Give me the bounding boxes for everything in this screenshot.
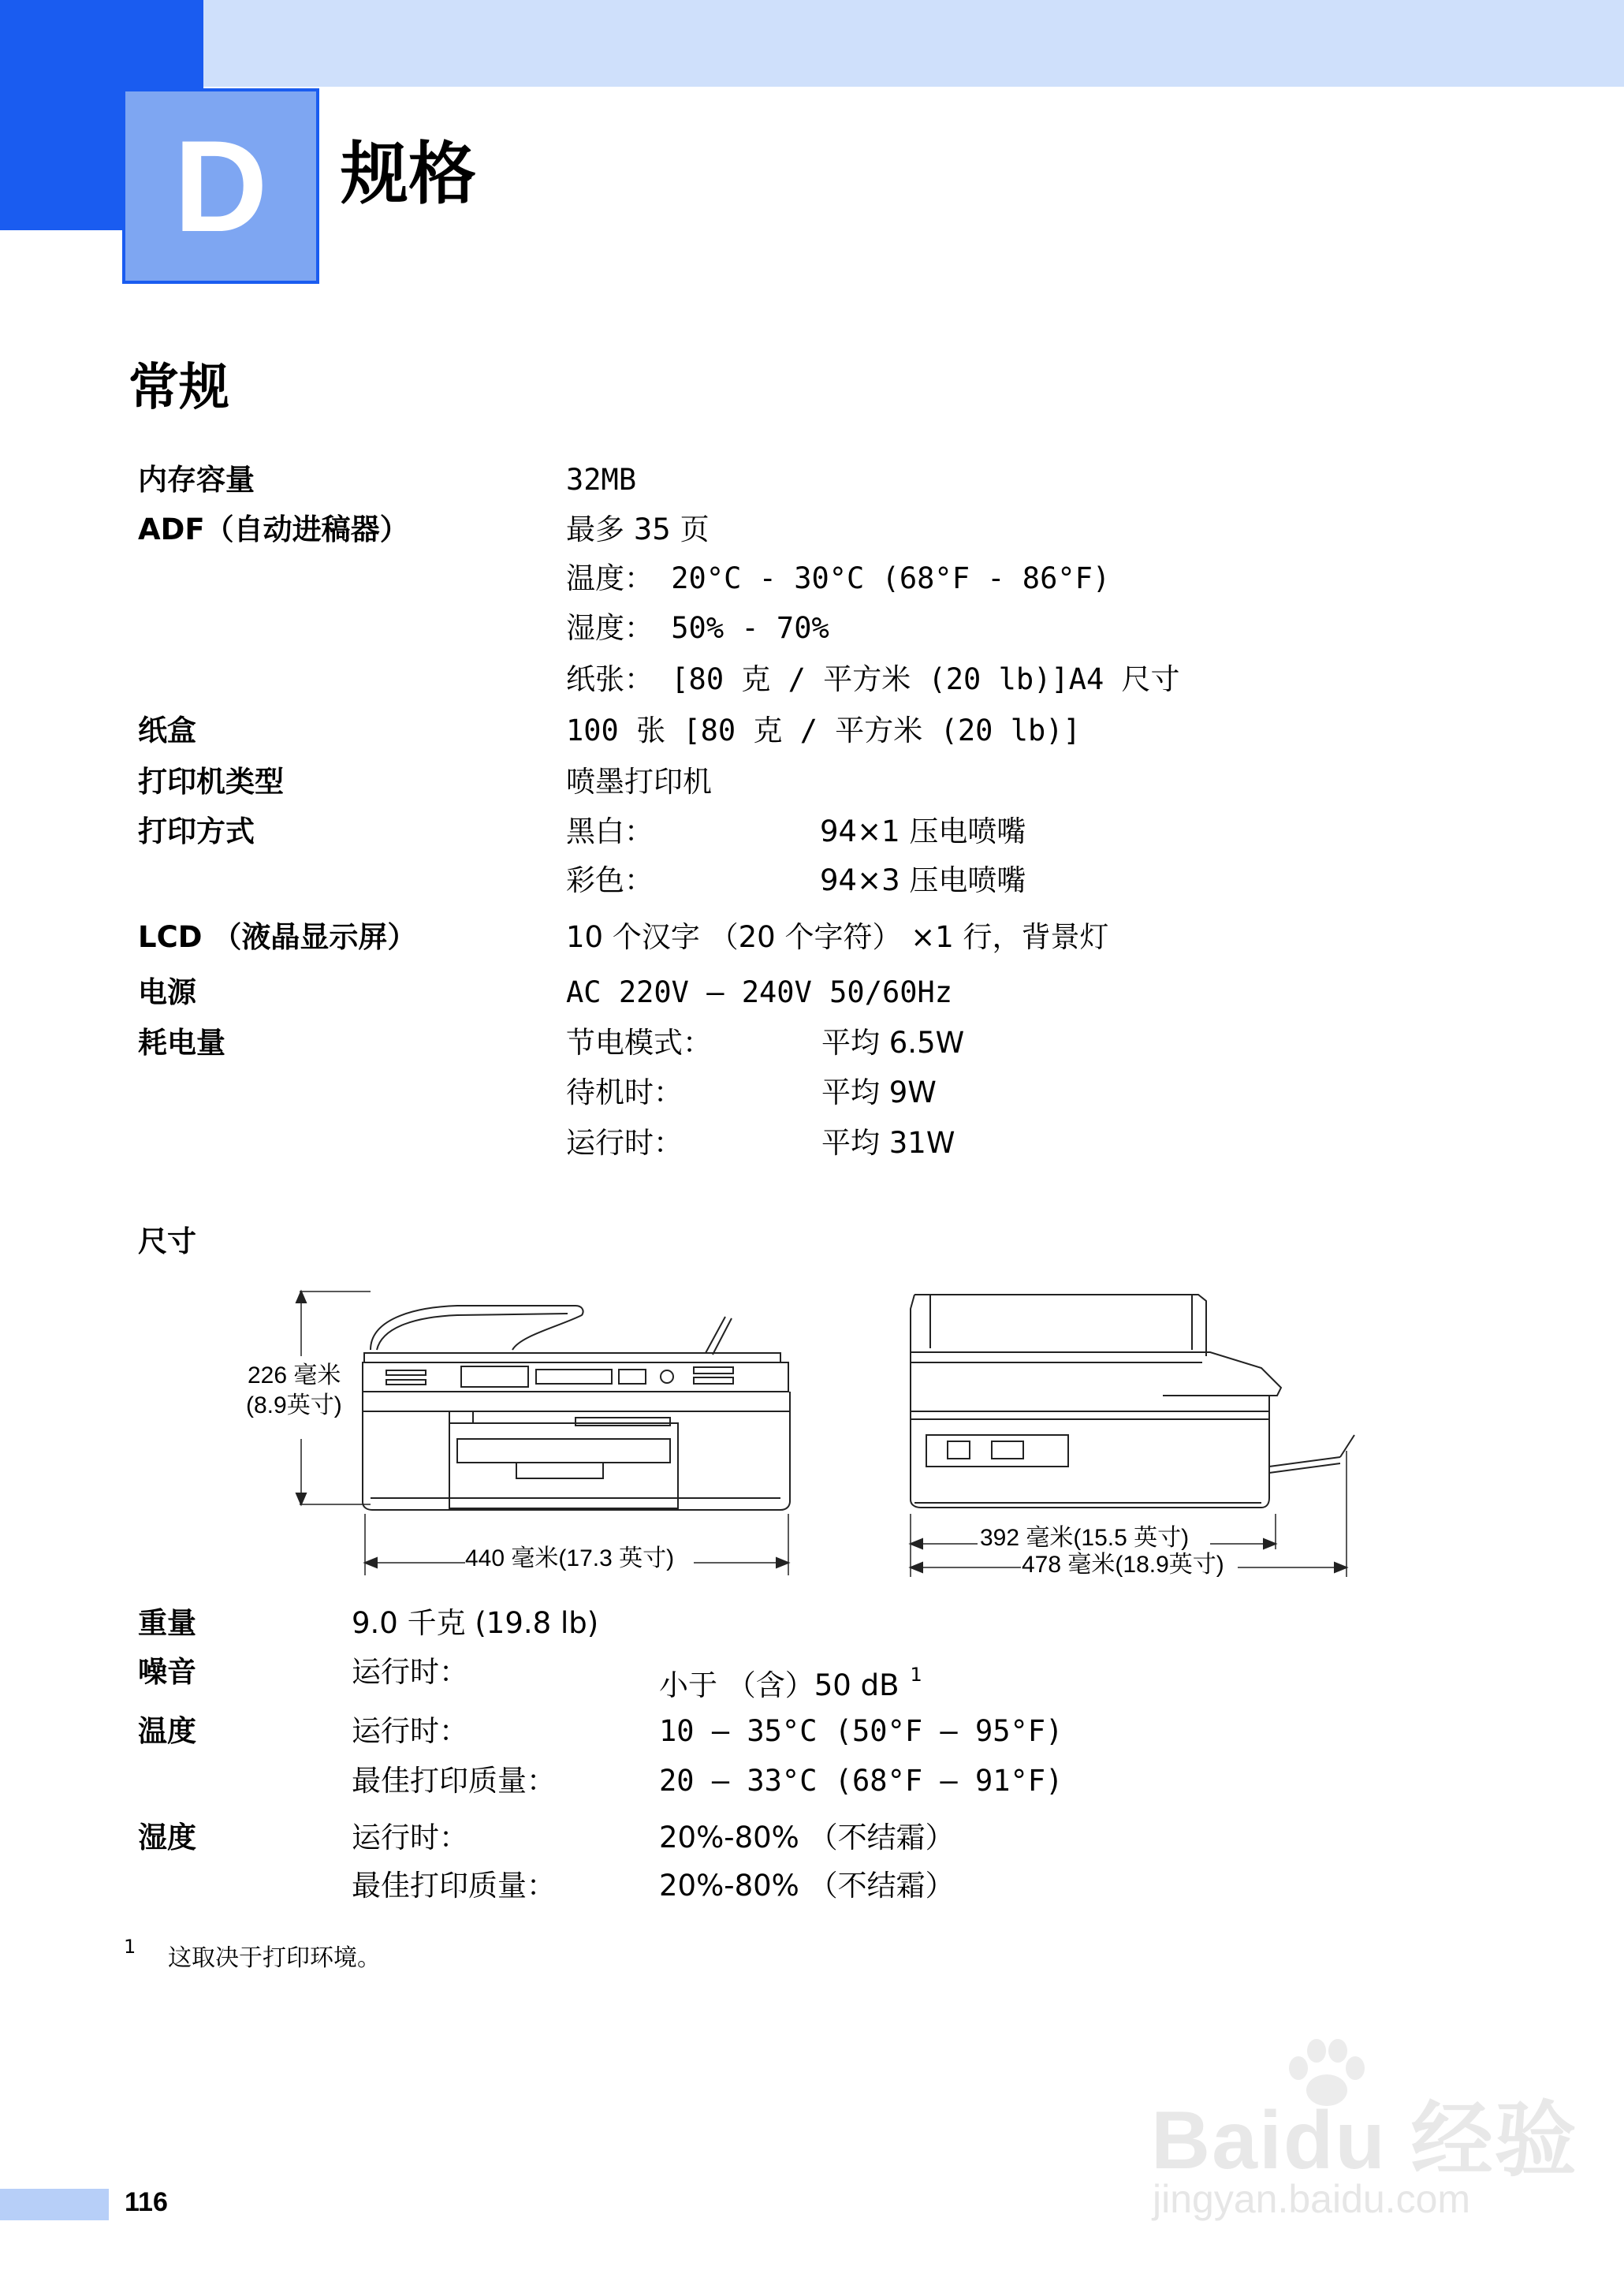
lcd-label: LCD （液晶显示屏）: [138, 920, 417, 954]
adf-label: ADF（自动进稿器）: [138, 512, 409, 546]
footnote-ref: 1: [910, 1664, 922, 1686]
adf-line: 纸张： [80 克 / 平方米 (20 lb)]A4 尺寸: [566, 662, 1180, 696]
memory-label: 内存容量: [138, 463, 255, 497]
temperature-value: 20 — 33°C (68°F — 91°F): [659, 1764, 1063, 1798]
depth-open: 478 毫米(18.9英寸): [1022, 1552, 1224, 1578]
adf-line: 最多 35 页: [566, 512, 710, 546]
chapter-letter: D: [173, 113, 268, 259]
print-method-key: 彩色：: [566, 863, 654, 897]
print-method-value: 94×1 压电喷嘴: [820, 814, 1026, 848]
page-number: 116: [125, 2187, 168, 2217]
chapter-title: 规格: [341, 135, 476, 214]
humidity-key: 最佳打印质量：: [352, 1869, 556, 1903]
footnote-text: 这取决于打印环境。: [168, 1944, 381, 1972]
consumption-key: 待机时：: [566, 1075, 683, 1109]
humidity-value: 20%-80% （不结霜）: [659, 1869, 955, 1903]
consumption-value: 平均 6.5W: [821, 1026, 965, 1060]
humidity-value: 20%-80% （不结霜）: [659, 1821, 955, 1854]
adf-line: 湿度： 50% - 70%: [566, 611, 829, 645]
adf-line: 温度： 20°C - 30°C (68°F - 86°F): [566, 561, 1111, 595]
weight-value: 9.0 千克 (19.8 lb): [352, 1606, 599, 1640]
noise-key: 运行时：: [352, 1655, 468, 1689]
print-method-key: 黑白：: [566, 814, 654, 848]
noise-value-text: 小于 （含）50 dB: [659, 1668, 900, 1702]
section-title: 常规: [129, 359, 229, 417]
temperature-label: 温度: [138, 1714, 196, 1748]
chapter-badge: [122, 88, 319, 284]
header-band: [0, 0, 1624, 87]
power-label: 电源: [138, 975, 196, 1009]
weight-label: 重量: [138, 1606, 196, 1640]
watermark-url: jingyan.baidu.com: [1153, 2177, 1471, 2221]
noise-label: 噪音: [138, 1655, 196, 1689]
consumption-value: 平均 31W: [821, 1126, 955, 1160]
consumption-value: 平均 9W: [821, 1075, 937, 1109]
memory-value: 32MB: [566, 463, 637, 497]
noise-value: [659, 1665, 922, 1700]
consumption-label: 耗电量: [138, 1026, 225, 1060]
tray-value: 100 张 [80 克 / 平方米 (20 lb)]: [566, 714, 1081, 747]
humidity-label: 湿度: [138, 1821, 196, 1854]
width-front: 440 毫米(17.3 英寸): [465, 1545, 675, 1571]
consumption-key: 运行时：: [566, 1126, 683, 1160]
printer-front-illustration: [284, 1277, 820, 1585]
depth-closed: 392 毫米(15.5 英寸): [980, 1525, 1190, 1551]
page-number-bar: [0, 2189, 109, 2220]
lcd-value: 10 个汉字 （20 个字符） ×1 行，背景灯: [566, 920, 1109, 954]
temperature-value: 10 — 35°C (50°F — 95°F): [659, 1714, 1063, 1748]
temperature-key: 最佳打印质量：: [352, 1764, 556, 1798]
humidity-key: 运行时：: [352, 1821, 468, 1854]
print-method-label: 打印方式: [138, 814, 255, 848]
height-mm: 226 毫米: [248, 1362, 341, 1388]
temperature-key: 运行时：: [352, 1714, 468, 1748]
printer-type-value: 喷墨打印机: [566, 765, 712, 799]
consumption-key: 节电模式：: [566, 1026, 712, 1060]
print-method-value: 94×3 压电喷嘴: [820, 863, 1026, 897]
tray-label: 纸盒: [138, 714, 196, 747]
power-value: AC 220V — 240V 50/60Hz: [566, 975, 953, 1009]
height-in: (8.9英寸): [246, 1392, 342, 1418]
dimensions-label: 尺寸: [138, 1224, 196, 1258]
footnote-mark: 1: [124, 1936, 136, 1958]
printer-type-label: 打印机类型: [138, 765, 284, 799]
watermark-brand: Baidu 经验: [1151, 2095, 1578, 2186]
